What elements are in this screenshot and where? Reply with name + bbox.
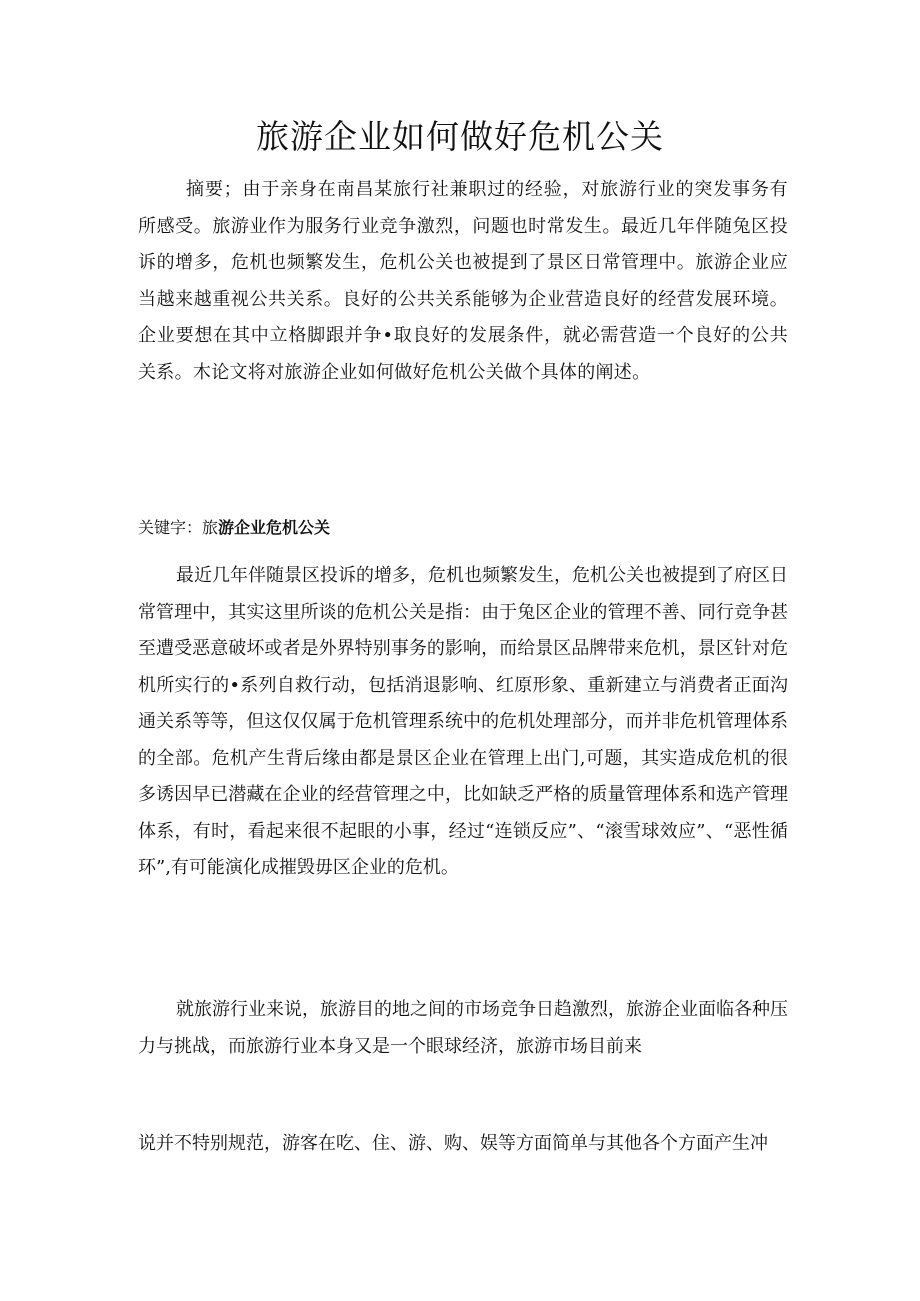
abstract-paragraph: 摘要；由于亲身在南昌某旅行社兼职过的经验，对旅游行业的突发事务有所感受。旅游业作为服务行业竞争激烈，问题也时常发生。最近几年伴随兔区投诉的增多，危机也频繁发生，危机公关也被提到了景区日常管理中。旅游企业应当越来越重视公共关系。良好的公共关系能够为企业营造良好的经营发展环境。企业要想在其中立格脚跟并争•取良好的发展条件，就必需营造一个良好的公共关系。木论文将对旅游企业如何做好危机公关做个具体的阐述。 xyxy=(138,179,788,383)
keywords-label: 关键字： xyxy=(138,518,203,537)
keywords-line xyxy=(138,510,788,546)
document-title: 旅游企业如何做好危机公关 xyxy=(256,117,664,156)
keywords-prefix: 旅 xyxy=(202,518,219,537)
body-paragraph-1: 最近几年伴随景区投诉的增多，危机也频繁发生，危机公关也被提到了府区日常管理中，其实这里所谈的危机公关是指：由于兔区企业的管理不善、同行竞争甚至遭受恶意破坏或者是外界特别事务的影响，而给景区品牌带来危机，景区针对危机所实行的•系列自救行动，包括消退影响、红原形象、重新建立与消费者正面沟通关系等等，但这仅仅属于危机管理系统中的危机处理部分，而并非危机管理体系的全部。危机产生背后缘由都是景区企业在管理上出门,可题，其实造成危机的很多诱因早已潜藏在企业的经营管理之中，比如缺乏严格的质量管理体系和选产管理体系，有时，看起来很不起眼的小事，经过“连锁反应”、“滚雪球效应”、“恶性循环”,有可能演化成摧毁毋区企业的危机。 xyxy=(138,565,788,878)
body-paragraph-2: 就旅游行业来说，旅游目的地之间的市场竞争日趋激烈，旅游企业面临各种压力与挑战，而旅游行业本身又是一个眼球经济，旅游市场目前来 xyxy=(138,999,788,1057)
body-paragraph-3: 说并不特别规范，游客在吃、住、游、购、娱等方面简单与其他各个方面产生冲 xyxy=(138,1133,768,1154)
keywords-value: 游企业危机公关 xyxy=(218,518,331,537)
